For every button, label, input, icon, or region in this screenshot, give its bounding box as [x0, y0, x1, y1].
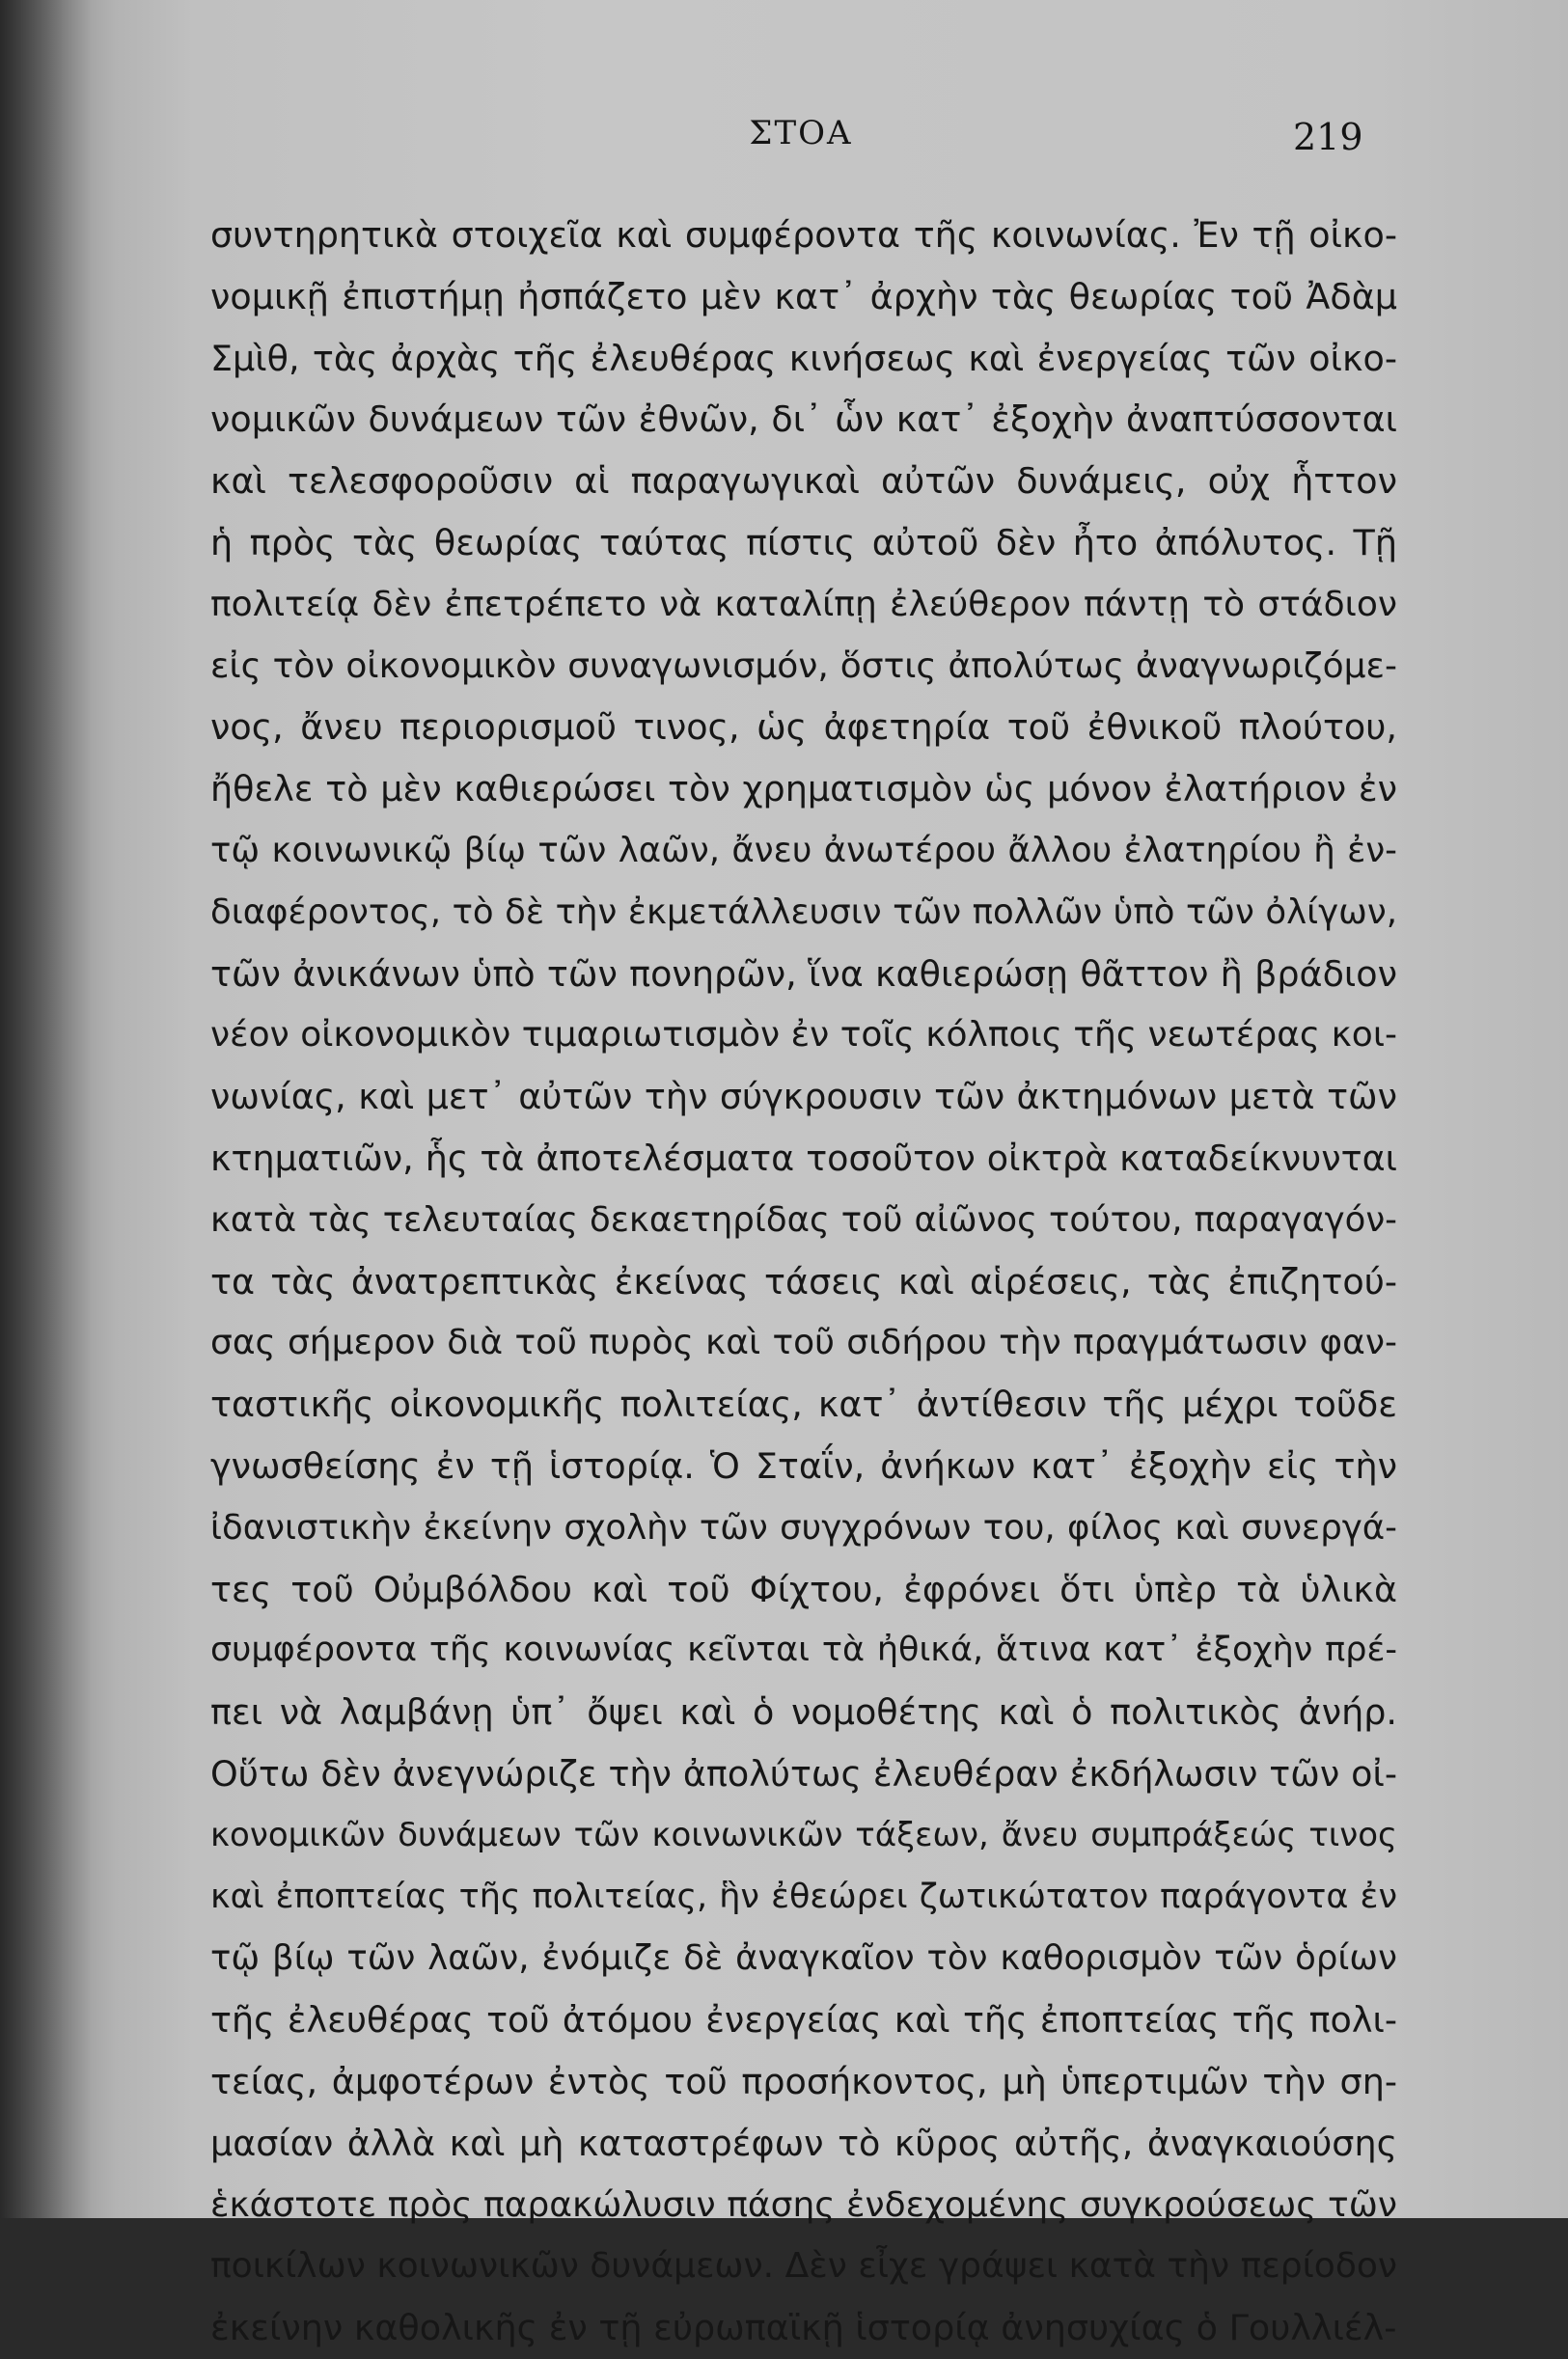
- text-line: εἰς τὸν οἰκονομικὸν συναγωνισμόν, ὅστις ἀπολύτως ἀναγνωριζόμε-: [210, 645, 1397, 686]
- text-line: ἤθελε τὸ μὲν καθιερώσει τὸν χρηματισμὸν ὡς μόνον ἐλατήριον ἐν: [210, 768, 1397, 810]
- text-line: ἰδανιστικὴν ἐκείνην σχολὴν τῶν συγχρόνων του, φίλος καὶ συνεργά-: [210, 1507, 1397, 1548]
- text-line: τῷ βίῳ τῶν λαῶν, ἐνόμιζε δὲ ἀναγκαῖον τὸν καθορισμὸν τῶν ὁρίων: [210, 1938, 1397, 1979]
- text-line: γνωσθείσης ἐν τῇ ἱστορίᾳ. Ὁ Σταΐν, ἀνήκων κατ᾽ ἐξοχὴν εἰς τὴν: [210, 1444, 1397, 1487]
- running-head: [0, 114, 1568, 172]
- text-line: τα τὰς ἀνατρεπτικὰς ἐκείνας τάσεις καὶ αἱρέσεις, τὰς ἐπιζητού-: [210, 1260, 1397, 1303]
- page-number: 219: [1293, 116, 1363, 158]
- text-line: συντηρητικὰ στοιχεῖα καὶ συμφέροντα τῆς κοινωνίας. Ἐν τῇ οἰκο-: [210, 214, 1397, 256]
- text-line: πολιτείᾳ δὲν ἐπετρέπετο νὰ καταλίπῃ ἐλεύθερον πάντῃ τὸ στάδιον: [210, 584, 1397, 624]
- text-line: συμφέροντα τῆς κοινωνίας κεῖνται τὰ ἠθικά, ἅτινα κατ᾽ ἐξοχὴν πρέ-: [210, 1631, 1397, 1670]
- text-line: τῆς ἐλευθέρας τοῦ ἀτόμου ἐνεργείας καὶ τῆς ἐποπτείας τῆς πολι-: [210, 1999, 1397, 2042]
- text-line: σας σήμερον διὰ τοῦ πυρὸς καὶ τοῦ σιδήρου τὴν πραγμάτωσιν φαν-: [210, 1323, 1397, 1363]
- text-line: τες τοῦ Οὐμβόλδου καὶ τοῦ Φίχτου, ἐφρόνει ὅτι ὑπὲρ τὰ ὑλικὰ: [210, 1568, 1397, 1610]
- text-line: ταστικῆς οἰκονομικῆς πολιτείας, κατ᾽ ἀντίθεσιν τῆς μέχρι τοῦδε: [210, 1384, 1397, 1426]
- spine-shadow: [0, 0, 92, 2218]
- text-line: πει νὰ λαμβάνῃ ὑπ᾽ ὄψει καὶ ὁ νομοθέτης καὶ ὁ πολιτικὸς ἀνήρ.: [210, 1691, 1397, 1734]
- text-line: τῷ κοινωνικῷ βίῳ τῶν λαῶν, ἄνευ ἀνωτέρου ἄλλου ἐλατηρίου ἢ ἐν-: [210, 830, 1397, 870]
- text-line: ἑκάστοτε πρὸς παρακώλυσιν πάσης ἐνδεχομένης συγκρούσεως τῶν: [210, 2184, 1397, 2225]
- text-line: νέον οἰκονομικὸν τιμαριωτισμὸν ἐν τοῖς κόλποις τῆς νεωτέρας κοι-: [210, 1015, 1397, 1056]
- text-line: κτηματιῶν, ἧς τὰ ἀποτελέσματα τοσοῦτον οἰκτρὰ καταδείκνυνται: [210, 1137, 1397, 1179]
- text-line: διαφέροντος, τὸ δὲ τὴν ἐκμετάλλευσιν τῶν πολλῶν ὑπὸ τῶν ὀλίγων,: [210, 891, 1397, 932]
- body-text: [210, 205, 1397, 2359]
- text-line: κατὰ τὰς τελευταίας δεκαετηρίδας τοῦ αἰῶνος τούτου, παραγαγόν-: [210, 1199, 1397, 1240]
- text-line: νομικῶν δυνάμεων τῶν ἐθνῶν, δι᾽ ὧν κατ᾽ ἐξοχὴν ἀναπτύσσονται: [210, 398, 1397, 441]
- text-line: νομικῇ ἐπιστήμῃ ἠσπάζετο μὲν κατ᾽ ἀρχὴν τὰς θεωρίας τοῦ Ἀδὰμ: [210, 275, 1397, 317]
- text-line: καὶ ἐποπτείας τῆς πολιτείας, ἣν ἐθεώρει ζωτικώτατον παράγοντα ἐν: [210, 1877, 1397, 1916]
- text-line: ἡ πρὸς τὰς θεωρίας ταύτας πίστις αὐτοῦ δὲν ἦτο ἀπόλυτος. Τῇ: [210, 521, 1397, 563]
- text-line: τῶν ἀνικάνων ὑπὸ τῶν πονηρῶν, ἵνα καθιερώσῃ θᾶττον ἢ βράδιον: [210, 952, 1397, 995]
- text-line: νωνίας, καὶ μετ᾽ αὐτῶν τὴν σύγκρουσιν τῶν ἀκτημόνων μετὰ τῶν: [210, 1076, 1397, 1118]
- text-line: κονομικῶν δυνάμεων τῶν κοινωνικῶν τάξεων, ἄνευ συμπράξεώς τινος: [210, 1815, 1397, 1854]
- text-line: Σμὶθ, τὰς ἀρχὰς τῆς ἐλευθέρας κινήσεως καὶ ἐνεργείας τῶν οἰκο-: [210, 337, 1397, 379]
- text-line: ἐκείνην καθολικῆς ἐν τῇ εὐρωπαϊκῇ ἱστορίᾳ ἀνησυχίας ὁ Γουλλιέλ-: [210, 2307, 1397, 2349]
- text-line: νος, ἄνευ περιορισμοῦ τινος, ὡς ἀφετηρία τοῦ ἐθνικοῦ πλούτου,: [210, 706, 1397, 749]
- text-line: μασίαν ἀλλὰ καὶ μὴ καταστρέφων τὸ κῦρος αὐτῆς, ἀναγκαιούσης: [210, 2122, 1397, 2164]
- running-title: ΣΤΟΑ: [749, 114, 853, 152]
- text-line: Οὕτω δὲν ἀνεγνώριζε τὴν ἀπολύτως ἐλευθέραν ἐκδήλωσιν τῶν οἰ-: [210, 1752, 1397, 1795]
- text-line: καὶ τελεσφοροῦσιν αἱ παραγωγικαὶ αὐτῶν δυνάμεις, οὐχ ἧττον: [210, 460, 1397, 503]
- text-line: ποικίλων κοινωνικῶν δυνάμεων. Δὲν εἶχε γράψει κατὰ τὴν περίοδον: [210, 2246, 1397, 2287]
- text-line: τείας, ἀμφοτέρων ἐντὸς τοῦ προσήκοντος, μὴ ὑπερτιμῶν τὴν ση-: [210, 2060, 1397, 2102]
